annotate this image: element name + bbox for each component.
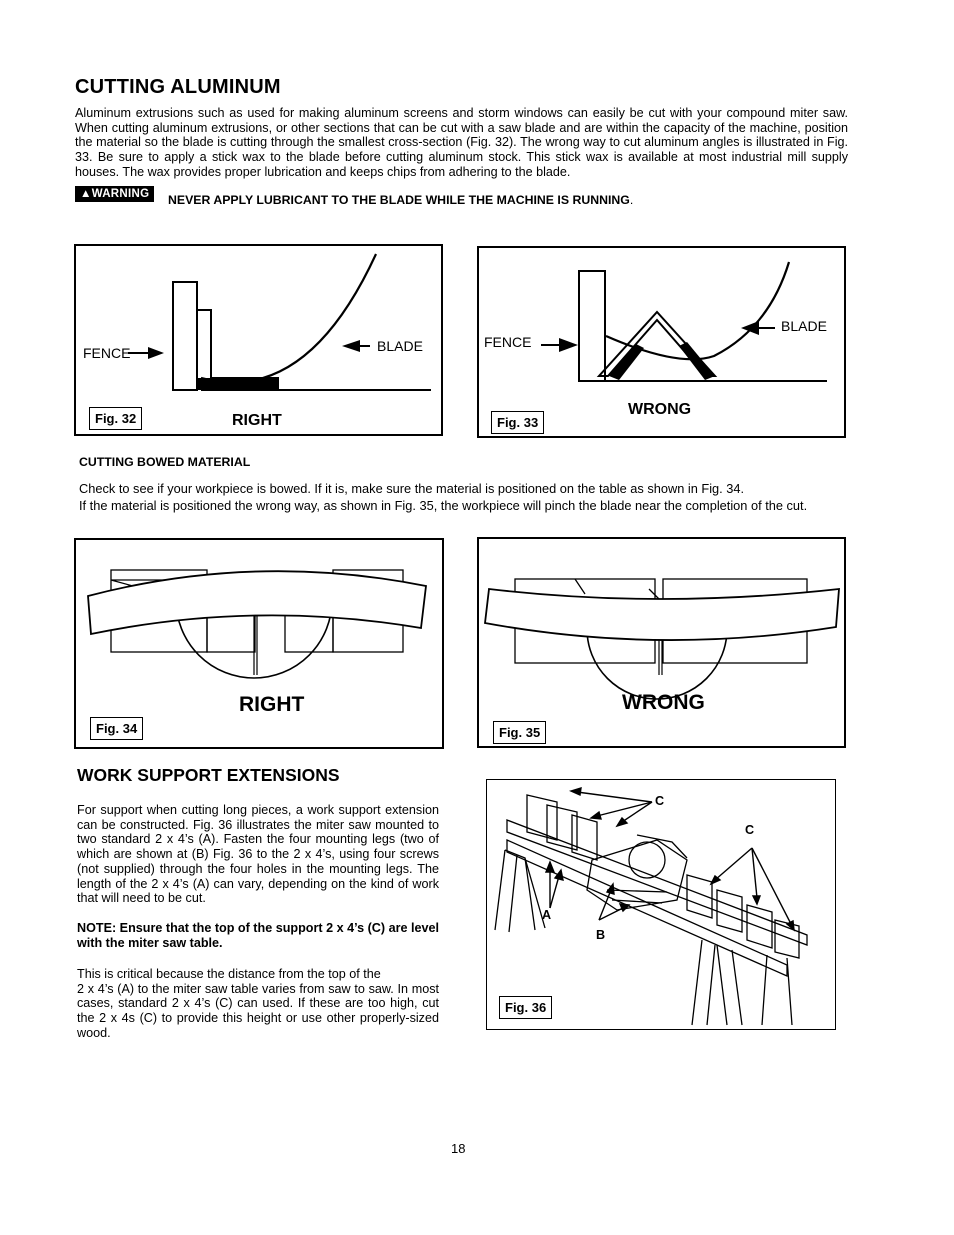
fig33-fence-label: FENCE [484,334,532,350]
fig32-fence-arrow [148,347,164,359]
cutting-bowed-line-2: If the material is positioned the wrong way, as shown in Fig. 35, the workpiece will pinch the blade near the completion of the cut. [79,497,808,513]
cutting-bowed-paragraph [79,481,869,514]
warning-text [168,193,633,207]
fig32-tag: Fig. 32 [89,407,142,430]
section-title-work-support-extensions: WORK SUPPORT EXTENSIONS [77,765,340,785]
warning-text-end: . [629,193,634,207]
figure-33 [477,246,846,438]
figure-36 [486,779,836,1030]
fig35-bowed-workpiece [485,589,839,640]
fig33-fence-arrow [559,338,578,352]
section-title-cutting-bowed-material: CUTTING BOWED MATERIAL [79,455,251,469]
work-support-paragraph-2 [77,967,439,1041]
fig35-tag: Fig. 35 [493,721,546,744]
warning-triangle-icon: ▲ [80,188,92,200]
fig33-kerf-right [679,342,715,380]
figure-35 [477,537,846,748]
fig34-verdict: RIGHT [239,693,305,716]
fig36-label-c-right: C [745,823,755,837]
work-support-paragraph-2-line-1: This is critical because the distance from the top of the [77,967,381,981]
cutting-aluminum-paragraph: Aluminum extrusions such as used for making aluminum screens and storm windows can easily be cut with your compound miter saw. When cutting aluminum extrusions, or other sections that can be cut with a saw blade and are within the capacity of the machine, position the material so the blade is cutting through the smallest cross-section (Fig. 32). The wrong way to cut aluminum angles is illustrated in Fig. 33. Be sure to apply a stick wax to the blade before cutting aluminum stock. This stick wax is available at most industrial mill supply houses. The wax provides proper lubrication and keeps chips from adhering to the blade. [75,106,848,179]
figure-32 [74,244,443,436]
fig33-verdict: WRONG [628,401,692,418]
fig33-fence [579,271,605,381]
fig36-sawhorse-left [495,850,545,932]
fig33-blade-arrow [741,321,759,335]
fig36-drawing [487,780,834,1028]
fig36-label-c-top: C [655,794,665,808]
fig36-label-b: B [596,928,606,942]
fig33-tag: Fig. 33 [491,411,544,434]
page-number: 18 [451,1141,466,1156]
fig32-blade-arrow [342,340,360,352]
warning-text-main: NEVER APPLY LUBRICANT TO THE BLADE WHILE THE MACHINE IS RUNNING [168,193,630,207]
fig36-label-a: A [542,908,552,922]
fig34-tag: Fig. 34 [90,717,143,740]
fig35-verdict: WRONG [622,691,705,714]
fig32-fence [173,282,197,390]
work-support-paragraph-1: For support when cutting long pieces, a work support extension can be constructed. Fig. 36 illustrates the miter saw mounted to two standard 2 x 4’s (A). Fasten the four mounting legs (two of which are shown at (B) Fig. 36 to the 2 x 4’s, using four screws (not supplied) through the four holes in the mounting legs. The length of the 2 x 4’s (A) can vary, depending on the kind of work that will need to be cut. [77,803,439,906]
cutting-bowed-line-1: Check to see if your workpiece is bowed. If it is, make sure the material is positioned on the table as shown in Fig. 34. [79,481,745,496]
section-title-cutting-aluminum: CUTTING ALUMINUM [75,76,281,98]
fig33-blade-label: BLADE [781,318,827,334]
fig32-blade-arc [201,254,376,382]
fig32-fence-label: FENCE [83,345,131,361]
fig32-verdict: RIGHT [232,412,282,429]
warning-badge [75,186,154,202]
warning-badge-label: WARNING [91,188,150,200]
fig32-blade-label: BLADE [377,338,423,354]
figure-34 [74,538,444,749]
work-support-paragraph-2-rest: 2 x 4’s (A) to the miter saw table varies from saw to saw. In most cases, standard 2 x 4’s (C) can used. If these are too high, cut the 2 x 4s (C) to provide this height or use other properly-sized wood. [77,981,439,1040]
fig36-tag: Fig. 36 [499,996,552,1019]
fig33-blade-arc [606,262,789,359]
warning-row [75,186,154,202]
work-support-note: NOTE: Ensure that the top of the support 2 x 4’s (C) are level with the miter saw table. [77,921,440,950]
